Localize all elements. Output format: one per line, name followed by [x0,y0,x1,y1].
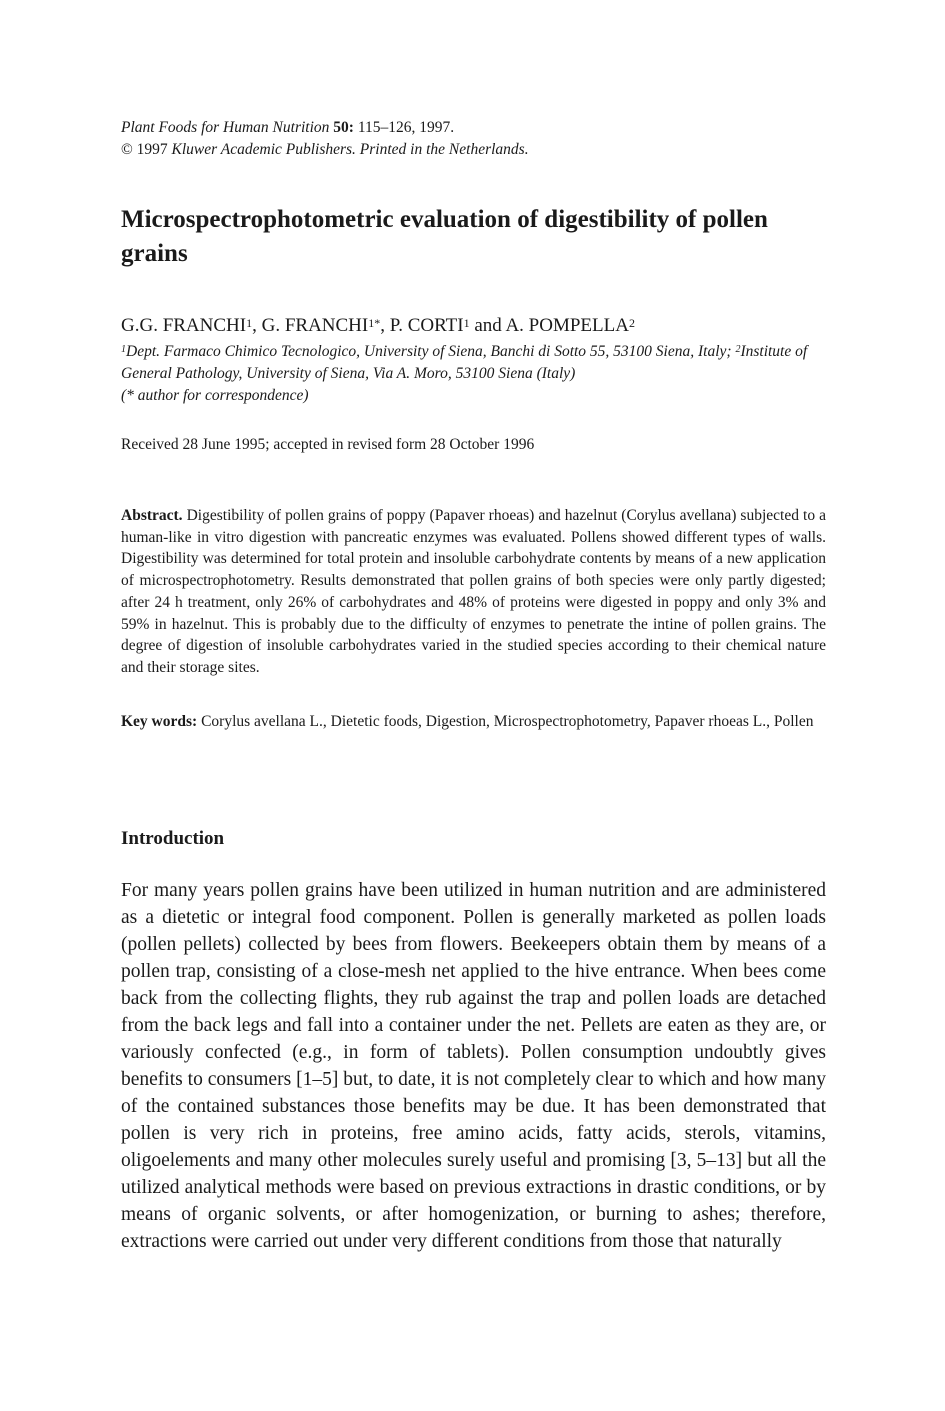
journal-volume: 50: [333,119,354,136]
journal-header [121,117,529,161]
keywords-text: Corylus avellana L., Dietetic foods, Digestion, Microspectrophotometry, Papaver rhoeas L., Pollen [197,713,814,730]
author-list [121,314,635,338]
journal-copyright-line [121,139,529,161]
affiliation-text: Institute of General Pathology, University of Siena, Via A. Moro, 53100 Siena (Italy) [121,343,808,382]
copyright-symbol: © 1997 [121,141,168,158]
section-heading: Introduction [121,828,225,849]
author-affiliation-marker: 1 [463,316,470,330]
keywords [121,711,826,733]
correspondence-note: (* author for correspondence) [121,387,309,404]
author-name: A. POMPELLA [505,315,629,336]
affiliation-text: Dept. Farmaco Chimico Tecnologico, University of Siena, Banchi di Sotto 55, 53100 Siena, Italy; [126,343,736,360]
abstract-text: Digestibility of pollen grains of poppy (Papaver rhoeas) and hazelnut (Corylus avellana) subjected to a human-like in vitro digestion with pancreatic enzymes was evaluated. Pollens showed different types of walls. Digestibility was determined for total protein and insoluble carbohydrate contents by means of a new application of microspectrophotometry. Results demonstrated that pollen grains of both species were only partly digested; after 24 h treatment, only 26% of carbohydrates and 48% of proteins were digested in poppy and only 3% and 59% in hazelnut. This is probably due to the difficulty of enzymes to penetrate the intine of pollen grains. The degree of digestion of insoluble carbohydrates varied in the studied species according to their chemical nature and their storage sites. [121,507,826,676]
author-affiliation-marker: 1 [246,316,253,330]
author-affiliation-marker: 2 [628,316,635,330]
body-paragraph: For many years pollen grains have been utilized in human nutrition and are administered as a dietetic or integral food component. Pollen is generally marketed as pollen loads (pollen pellets) collected by bees from flowers. Beekeepers obtain them by means of a pollen trap, consisting of a close-mesh net applied to the hive entrance. When bees come back from the collecting flights, they rub against the trap and pollen loads are detached from the back legs and fall into a container under the net. Pellets are eaten as they are, or variously confected (e.g., in form of tablets). Pollen consumption undoubtly gives benefits to consumers [1–5] but, to date, it is not completely clear to which and how many of the contained substances those benefits may be due. It has been demonstrated that pollen is very rich in proteins, free amino acids, fatty acids, sterols, vitamins, oligoelements and many other molecules surely useful and promising [3, 5–13] but all the utilized analytical methods were based on previous extractions in drastic conditions, or by means of organic solvents, or after homogenization, or burning to ashes; therefore, extractions were carried out under very different conditions from those that naturally [121,880,826,1252]
journal-pages-year: 115–126, 1997. [353,119,455,136]
author-separator: , [252,315,262,336]
author-name: G.G. FRANCHI [121,315,247,336]
journal-citation-line [121,117,529,139]
author-separator: and [469,315,506,336]
received-dates: Received 28 June 1995; accepted in revised form 28 October 1996 [121,436,535,453]
abstract [121,505,826,679]
author-name: P. CORTI [389,315,464,336]
author-name: G. FRANCHI [261,315,369,336]
author-affiliation-marker: 1* [368,316,381,330]
author-separator: , [380,315,390,336]
article-title: Microspectrophotometric evaluation of digestibility of pollen grains [121,206,768,267]
affiliation-marker: 2 [735,344,741,355]
keywords-label: Key words: [121,713,198,730]
affiliations [121,341,826,407]
abstract-label: Abstract. [121,507,183,524]
publisher-line: Kluwer Academic Publishers. Printed in the Netherlands. [167,141,529,158]
journal-name: Plant Foods for Human Nutrition [121,119,330,136]
affiliation-marker: 1 [121,344,126,355]
